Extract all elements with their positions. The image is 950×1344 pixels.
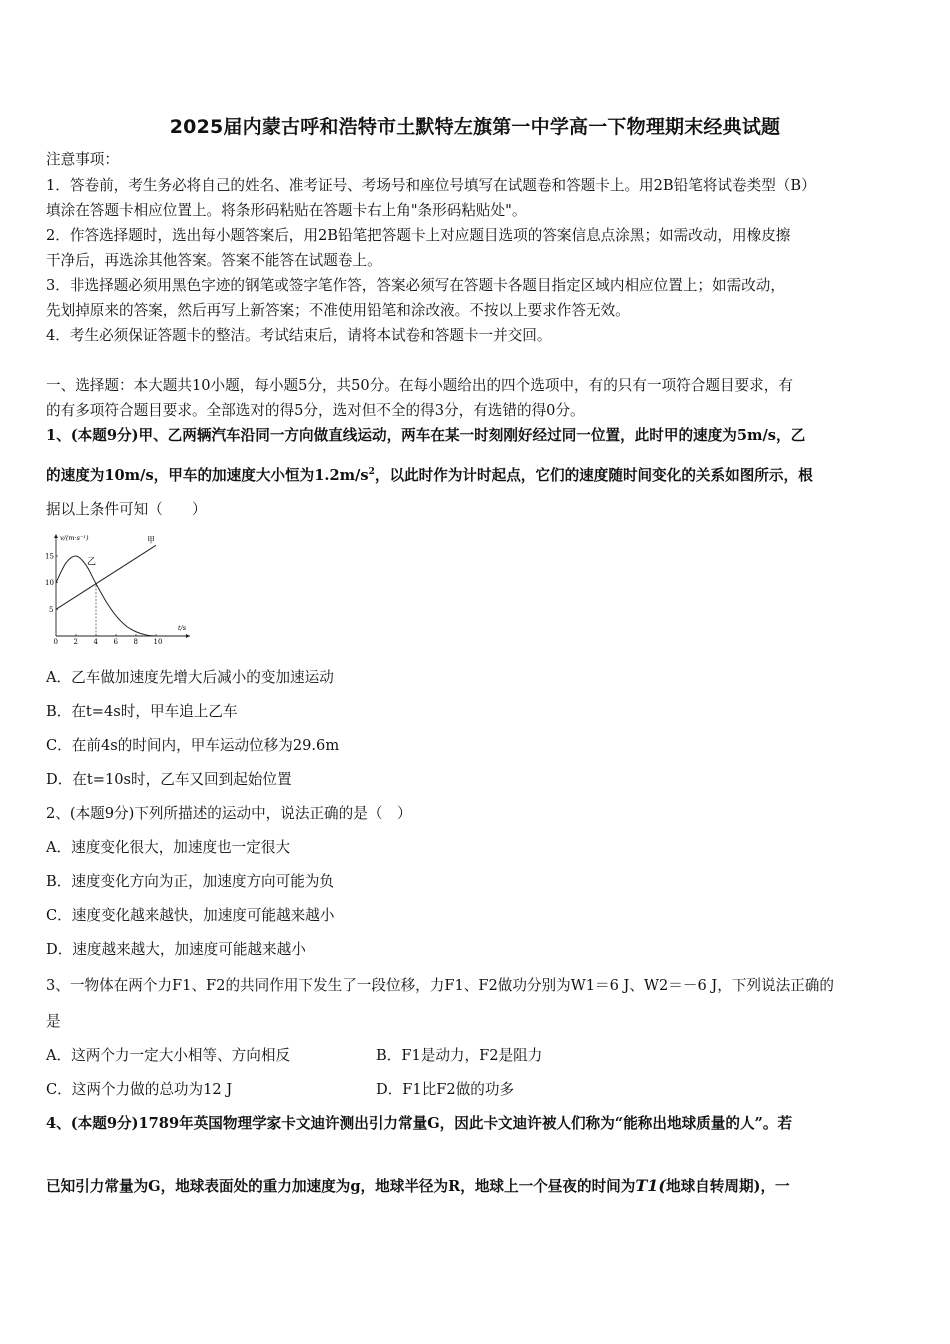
y-tick-label: 10	[45, 579, 54, 588]
x-axis-arrow	[186, 634, 190, 638]
question-4-stem: 4、(本题9分)1789年英国物理学家卡文迪许测出引力常量G，因此卡文迪许被人们称为“能称出地球质量的人”。若	[46, 1115, 793, 1132]
q2-option-c: C．速度变化越来越快，加速度可能越来越小	[46, 907, 335, 924]
notice-line: 干净后，再选涂其他答案。答案不能答在试题卷上。	[46, 252, 382, 269]
notice-line: 2．作答选择题时，选出每小题答案后，用2B铅笔把答题卡上对应题目选项的答案信息点涂黑；如需改动，用橡皮擦	[46, 227, 791, 244]
question-1-stem-cont	[46, 462, 908, 486]
page-title: 2025届内蒙古呼和浩特市土默特左旗第一中学高一下物理期末经典试题	[169, 116, 781, 138]
y-tick-label: 5	[49, 605, 54, 614]
series-label-yi: 乙	[87, 557, 97, 568]
notice-heading: 注意事项：	[46, 151, 119, 168]
q1-option-b: B．在t=4s时，甲车追上乙车	[46, 703, 238, 720]
notice-line: 1．答卷前，考生务必将自己的姓名、准考证号、考场号和座位号填写在试题卷和答题卡上。用2B铅笔将试卷类型（B）	[46, 177, 816, 194]
question-2-stem: 2、(本题9分)下列所描述的运动中，说法正确的是（ ）	[46, 805, 412, 822]
x-tick-label: 4	[93, 638, 98, 646]
y-tick-label: 15	[45, 552, 54, 561]
x-tick-label: 10	[153, 638, 163, 646]
q3-option-b: B．F1是动力，F2是阻力	[376, 1047, 543, 1064]
question-3-stem: 3、一物体在两个力F1、F2的共同作用下发生了一段位移，力F1、F2做功分别为W1＝6 J、W2＝－6 J，下列说法正确的	[46, 977, 834, 994]
y-axis-arrow	[54, 534, 58, 538]
series-line-yi	[56, 556, 156, 636]
notice-line: 3．非选择题必须用黑色字迹的钢笔或签字笔作答，答案必须写在答题卡各题目指定区域内相应位置上；如需改动，	[46, 277, 785, 294]
y-axis-label: v/(m·s⁻¹)	[60, 534, 89, 542]
q1-text-b: ，以此时作为计时起点，它们的速度随时间变化的关系如图所示，根	[374, 466, 813, 484]
notice-line: 先划掉原来的答案，然后再写上新答案；不准使用铅笔和涂改液。不按以上要求作答无效。	[46, 302, 630, 319]
q1-option-c: C．在前4s的时间内，甲车运动位移为29.6m	[46, 737, 340, 754]
question-1-stem-end: 据以上条件可知（ ）	[46, 501, 207, 518]
series-label-jia: 甲	[147, 535, 155, 545]
q1-text-a: 的速度为10m/s，甲车的加速度大小恒为1.2m/s	[46, 466, 369, 484]
q3-option-a: A．这两个力一定大小相等、方向相反	[46, 1047, 291, 1064]
q2-option-d: D．速度越来越大，加速度可能越来越小	[46, 941, 306, 958]
question-1-stem: 1、(本题9分)甲、乙两辆汽车沿同一方向做直线运动，两车在某一时刻刚好经过同一位置，此时甲的速度为5m/s，乙	[46, 427, 806, 444]
period-symbol: T1(	[635, 1176, 666, 1195]
q3-option-c: C．这两个力做的总功为12 J	[46, 1081, 233, 1098]
q1-option-d: D．在t=10s时，乙车又回到起始位置	[46, 771, 292, 788]
section-heading-cont: 的有多项符合题目要求。全部选对的得5分，选对但不全的得3分，有选错的得0分。	[46, 402, 585, 419]
x-tick-label: 2	[73, 638, 78, 646]
q3-option-d: D．F1比F2做的功多	[376, 1081, 515, 1098]
section-heading: 一、选择题：本大题共10小题，每小题5分，共50分。在每小题给出的四个选项中，有的只有一项符合题目要求，有	[46, 377, 793, 394]
q4-text-a: 已知引力常量为G，地球表面处的重力加速度为g，地球半径为R，地球上一个昼夜的时间为	[46, 1178, 636, 1195]
velocity-time-chart	[44, 530, 194, 650]
series-line-jia	[56, 545, 156, 609]
q4-text-b: 地球自转周期)，一	[665, 1178, 790, 1195]
q2-option-a: A．速度变化很大，加速度也一定很大	[46, 839, 291, 856]
x-axis-label: t/s	[178, 624, 187, 632]
x-tick-label: 0	[53, 638, 58, 646]
q1-sup: 2	[368, 467, 375, 477]
question-4-stem-cont	[46, 1176, 908, 1197]
x-tick-label: 6	[113, 638, 118, 646]
q2-option-b: B．速度变化方向为正，加速度方向可能为负	[46, 873, 335, 890]
question-3-stem-cont: 是	[46, 1013, 61, 1030]
notice-line: 4．考生必须保证答题卡的整洁。考试结束后，请将本试卷和答题卡一并交回。	[46, 327, 552, 344]
q1-option-a: A．乙车做加速度先增大后减小的变加速运动	[46, 669, 334, 686]
x-tick-label: 8	[133, 638, 138, 646]
notice-line: 填涂在答题卡相应位置上。将条形码粘贴在答题卡右上角"条形码粘贴处"。	[46, 202, 527, 219]
